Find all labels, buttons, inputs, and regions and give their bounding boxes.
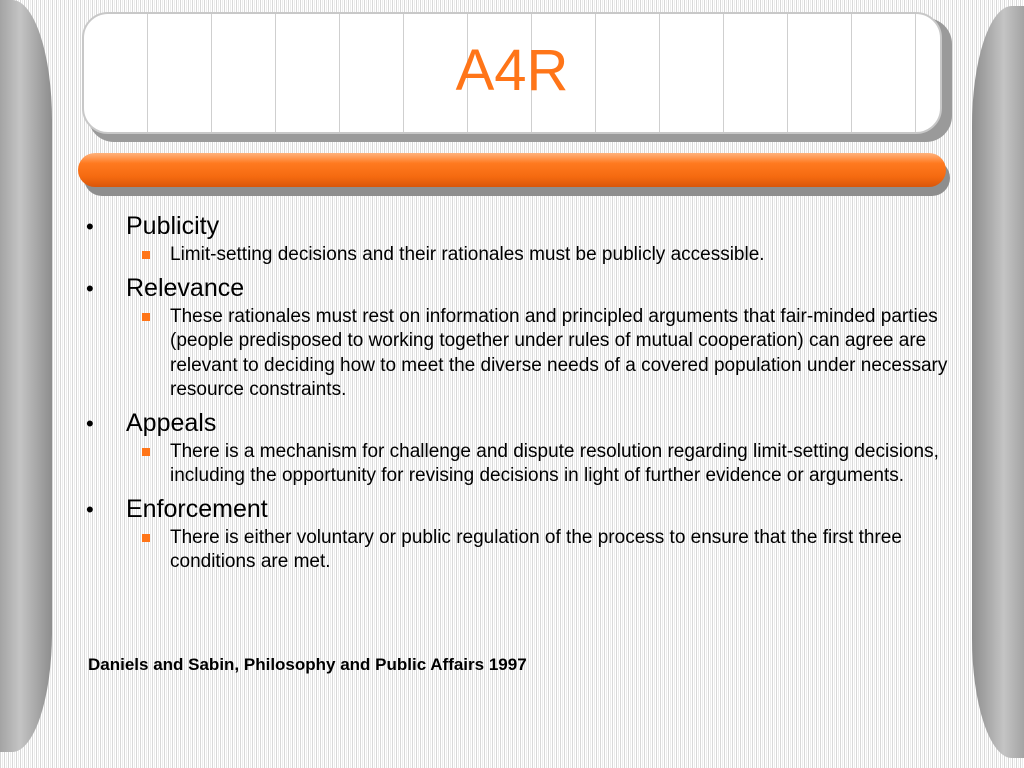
left-decorative-pillar [0, 0, 52, 752]
bullet-relevance [86, 272, 976, 305]
sub-bullet-appeals [142, 440, 976, 489]
sub-bullet-publicity [142, 243, 976, 268]
bullet-appeals [86, 407, 976, 440]
slide-title: A4R [455, 37, 569, 103]
bullet-dot-icon: • [86, 496, 94, 522]
bullet-dot-icon: • [86, 410, 94, 436]
slide-content [86, 208, 976, 579]
sub-bullet-relevance [142, 305, 976, 403]
bullet-heading: Appeals [126, 408, 217, 437]
sub-bullet-text: These rationales must rest on information and principled arguments that fair-minded parties (people predisposed to working together under rules of mutual cooperation) can agree are relevant to deciding how to meet the diverse needs of a covered population under necessary resource constraints. [170, 305, 948, 400]
bullet-heading: Enforcement [126, 494, 268, 523]
right-decorative-pillar [972, 6, 1024, 758]
title-box [82, 12, 942, 134]
sub-bullet-text: There is a mechanism for challenge and dispute resolution regarding limit-setting decisions, including the opportunity for revising decisions in light of further evidence or arguments. [170, 440, 939, 486]
sub-bullet-enforcement [142, 526, 976, 575]
orange-square-bullet-icon [142, 313, 150, 321]
bullet-heading: Relevance [126, 273, 245, 302]
orange-square-bullet-icon [142, 448, 150, 456]
bullet-enforcement [86, 493, 976, 526]
orange-square-bullet-icon [142, 251, 150, 259]
bullet-publicity [86, 210, 976, 243]
bullet-dot-icon: • [86, 214, 94, 239]
orange-square-bullet-icon [142, 534, 150, 542]
sub-bullet-text: Limit-setting decisions and their rationales must be publicly accessible. [170, 244, 765, 265]
citation-text: Daniels and Sabin, Philosophy and Public Affairs 1997 [88, 655, 527, 674]
bullet-dot-icon: • [86, 275, 94, 301]
bullet-heading: Publicity [126, 212, 220, 240]
orange-divider-bar [78, 153, 946, 187]
sub-bullet-text: There is either voluntary or public regulation of the process to ensure that the first three conditions are met. [170, 526, 902, 572]
